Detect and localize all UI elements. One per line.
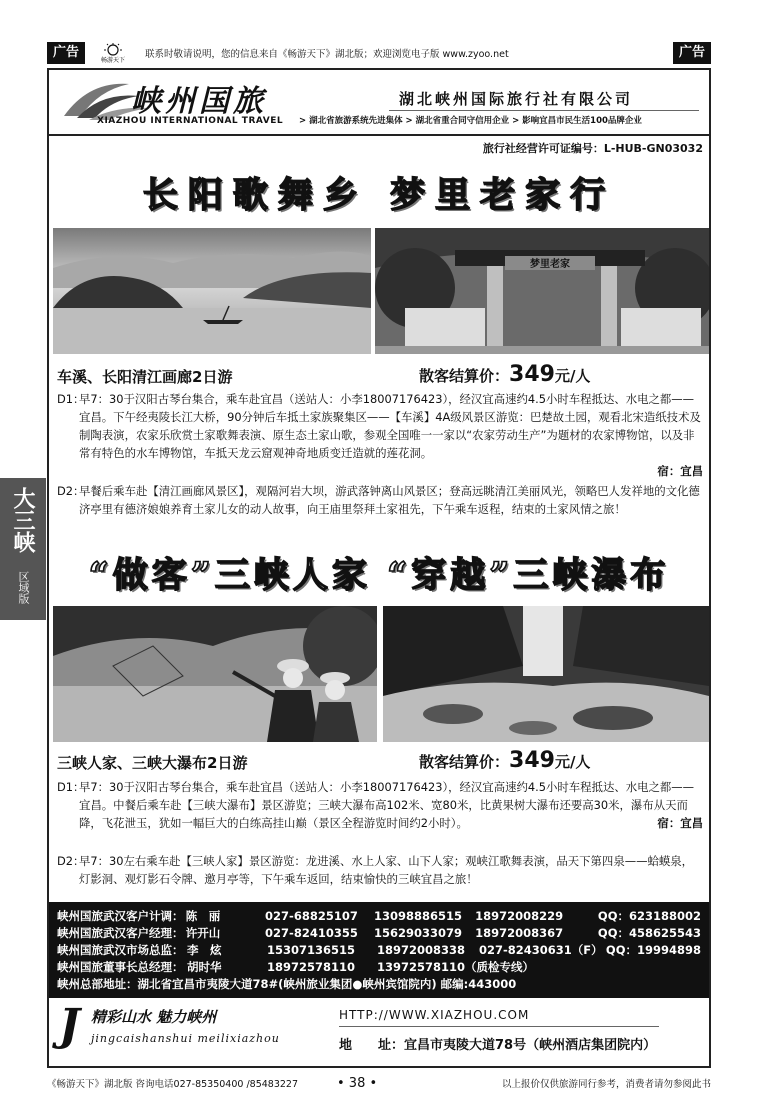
contact-qq: QQ：623188002 (597, 909, 701, 923)
top-bar (47, 40, 711, 66)
contact-phone: 15307136515 (267, 943, 356, 957)
slogan: 精彩山水 魅力峡州 (91, 1008, 217, 1026)
contact-phone: 15629033079 (374, 926, 463, 940)
girls-river-photo (53, 606, 377, 742)
price-value: 349 (509, 748, 555, 773)
contact-row (57, 942, 701, 959)
contact-phone: 027-82410355 (265, 926, 358, 940)
honors: > 湖北省旅游系统先进集体 > 湖北省重合同守信用企业 > 影响宜昌市民生活100品牌企业 (299, 116, 642, 126)
footer-disclaimer: 以上报价仅供旅游同行参考，消费者请勿参阅此书 (501, 1079, 711, 1090)
route1-price (419, 362, 590, 387)
ad-frame (47, 68, 711, 1068)
contact-phone: 18972008338 (377, 943, 466, 957)
ad-tag-left: 广告 (47, 42, 85, 64)
footer-publication: 《畅游天下》湖北版 咨询电话027-85350400 /85483227 (47, 1079, 299, 1090)
contact-row (57, 908, 701, 925)
day1-label: D1： (57, 392, 85, 406)
contact-phone: 18972008229 (475, 909, 564, 923)
day2-text: 早餐后乘车赴【清江画廊风景区】，观隔河岩大坝，游武落钟离山风景区；登高远眺清江美丽风光，领略巴人发祥地的文化德济亭里有德济娘娘养育土家儿女的动人故事，向王庙里祭拜土家祖先，下午乘车返程，结束的土家风情之旅！ (79, 484, 700, 516)
contact-phone: 13098886515 (374, 909, 463, 923)
section2-title: “做客”三峡人家 “穿越”三峡瀑布 (88, 555, 670, 596)
company-name: 湖北峡州国际旅行社有限公司 (399, 90, 634, 108)
region-edition: 区域版 (17, 570, 30, 604)
contact-row (57, 925, 701, 942)
contact-phone: 18972008367 (475, 926, 564, 940)
contact-phone: 13972578110（质检专线） (377, 960, 535, 974)
contact-qq: QQ：458625543 (597, 926, 701, 940)
contact-title: 峡州国旅武汉客户经理： (57, 926, 184, 940)
address-value: 宜昌市夷陵大道78号（峡州酒店集团院内） (404, 1038, 657, 1053)
village-gate-photo (375, 228, 709, 354)
divider (389, 110, 699, 111)
hq-address: 峡州总部地址：湖北省宜昌市夷陵大道78#(峡州旅业集团●峡州宾馆院内) 邮编:443000 (57, 977, 517, 991)
magazine-logo-text: 畅游天下 (101, 57, 126, 64)
ad-tag-right: 广告 (673, 42, 711, 64)
price-label: 散客结算价： (419, 367, 510, 385)
contact-phone: 18972578110 (267, 960, 356, 974)
route2-day1 (57, 778, 703, 832)
price-value: 349 (509, 362, 555, 387)
route2-title: 三峡人家、三峡大瀑布2日游 (57, 754, 248, 772)
contact-phone: 027-68825107 (265, 909, 358, 923)
top-notice: 联系时敬请说明，您的信息来自《畅游天下》湖北版；欢迎浏览电子版 www.zyoo.net (145, 49, 509, 60)
day1-text: 早7：30于汉阳古琴台集合，乘车赴宜昌（送站人：小李18007176423），经汉宜高速约4.5小时车程抵达、水电之都——宜昌。中餐后乘车赴【三峡大瀑布】景区游览；三峡大瀑布高102米、宽80米，比黄果树大瀑布还要高30米，瀑布从天而降，飞花泄玉，犹如一幅巨大的白练高挂山巅（景区全程游览时间约2小时）。 (79, 780, 695, 830)
license-number: 旅行社经营许可证编号：L-HUB-GN03032 (482, 142, 703, 155)
route2-day2 (57, 852, 703, 888)
divider (339, 1026, 659, 1027)
day1-stay: 宿：宜昌 (657, 816, 703, 830)
footer-brand (49, 998, 709, 1066)
river-landscape-photo (53, 228, 371, 354)
waterfall-photo (383, 606, 709, 742)
contact-row (57, 959, 701, 976)
day1-label: D1： (57, 780, 85, 794)
price-unit: 元/人 (554, 753, 591, 771)
contact-phone: 027-82430631（F） (479, 943, 603, 957)
contact-name: 陈 丽 (185, 909, 221, 923)
slogan-initial: J (59, 1000, 80, 1051)
route1-day1 (57, 390, 703, 480)
brand-name: 峡州国旅 (131, 84, 267, 119)
slogan-pinyin: jingcaishanshui meilixiazhou (91, 1032, 280, 1045)
address-label: 地 址： (339, 1038, 405, 1053)
day2-text: 早7：30左右乘车赴【三峡人家】景区游览：龙进溪、水上人家、山下人家；观峡江歌舞表演，品天下第四泉——蛤蟆泉，灯影洞、观灯影石令牌、邀月亭等，下午乘车返回，结束愉快的三峡宜昌之旅！ (79, 854, 694, 886)
day2-label: D2： (57, 484, 85, 498)
route2-price (419, 748, 590, 773)
brand-english: XIAZHOU INTERNATIONAL TRAVEL (97, 116, 284, 126)
price-label: 散客结算价： (419, 753, 510, 771)
day2-label: D2： (57, 854, 85, 868)
page-footer (47, 1076, 711, 1090)
header (49, 70, 709, 136)
contact-name: 胡时华 (187, 960, 222, 974)
contact-title: 峡州国旅武汉市场总监： (57, 943, 184, 957)
route1-day2 (57, 482, 703, 518)
region-name: 大三峡 (10, 487, 36, 553)
region-side-tab (0, 478, 46, 620)
contact-panel (49, 902, 709, 998)
page-number: • 38 • (337, 1076, 378, 1091)
contact-name: 许开山 (185, 926, 221, 940)
day1-stay: 宿：宜昌 (657, 464, 703, 478)
contact-qq: QQ：19994898 (605, 943, 701, 957)
gate-sign: 梦里老家 (530, 259, 570, 270)
footer-address (339, 1034, 656, 1053)
magazine-logo (93, 42, 133, 64)
section1-title: 长阳歌舞乡 梦里老家行 (142, 175, 616, 216)
price-unit: 元/人 (554, 367, 591, 385)
route1-title: 车溪、长阳清江画廊2日游 (57, 368, 233, 386)
contact-name: 李 炫 (187, 943, 222, 957)
contact-title: 峡州国旅武汉客户计调： (57, 909, 184, 923)
day1-text: 早7：30于汉阳古琴台集合，乘车赴宜昌（送站人：小李18007176423），经汉宜高速约4.5小时车程抵达、水电之都——宜昌。下午经夷陵长江大桥，90分钟后车抵土家族聚集区——【车溪】4A级风景区游览：巴楚故土园，观看北宋造纸技术及制陶表演，农家乐欣赏土家歌舞表演、原生态土家山歌，参观全国唯一一家以“农家劳动生产”为题材的农家博物馆，以及非常有特色的水车博物馆，车抵天龙云窟观神奇地质变迁造就的莲花洞。 (79, 392, 701, 460)
contact-title: 峡州国旅董事长总经理： (57, 960, 184, 974)
website-link[interactable]: HTTP://WWW.XIAZHOU.COM (339, 1008, 530, 1022)
